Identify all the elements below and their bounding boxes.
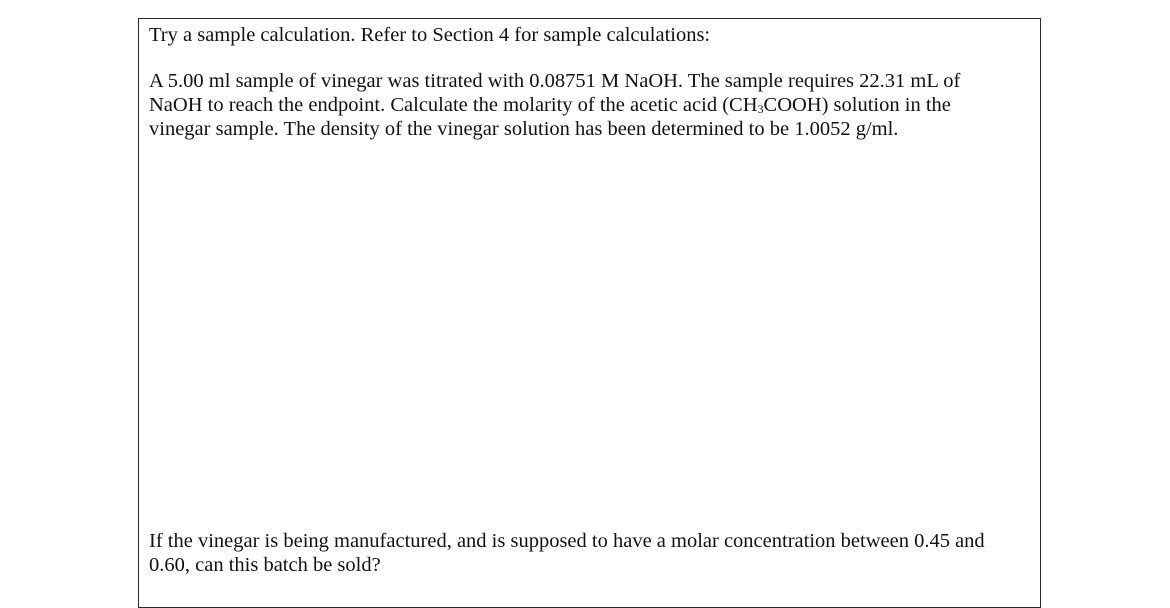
chemical-subscript: 3 (757, 102, 764, 116)
problem-line-2-start: NaOH to reach the endpoint. Calculate the molarity of the acetic acid (CH (149, 94, 758, 116)
follow-up-question (149, 529, 985, 577)
question-line-1: If the vinegar is being manufactured, and is supposed to have a molar concentration between 0.45 and (149, 530, 985, 552)
worksheet-box (138, 18, 1041, 608)
question-line-2: 0.60, can this batch be sold? (149, 554, 381, 576)
problem-line-3: vinegar sample. The density of the vinegar solution has been determined to be 1.0052 g/ml. (149, 118, 899, 140)
problem-statement (149, 69, 960, 141)
problem-line-2-end: COOH) solution in the (763, 94, 951, 116)
problem-line-2 (149, 93, 960, 117)
problem-line-1: A 5.00 ml sample of vinegar was titrated with 0.08751 M NaOH. The sample requires 22.31 mL of (149, 70, 961, 92)
instruction-text: Try a sample calculation. Refer to Section 4 for sample calculations: (149, 24, 711, 46)
